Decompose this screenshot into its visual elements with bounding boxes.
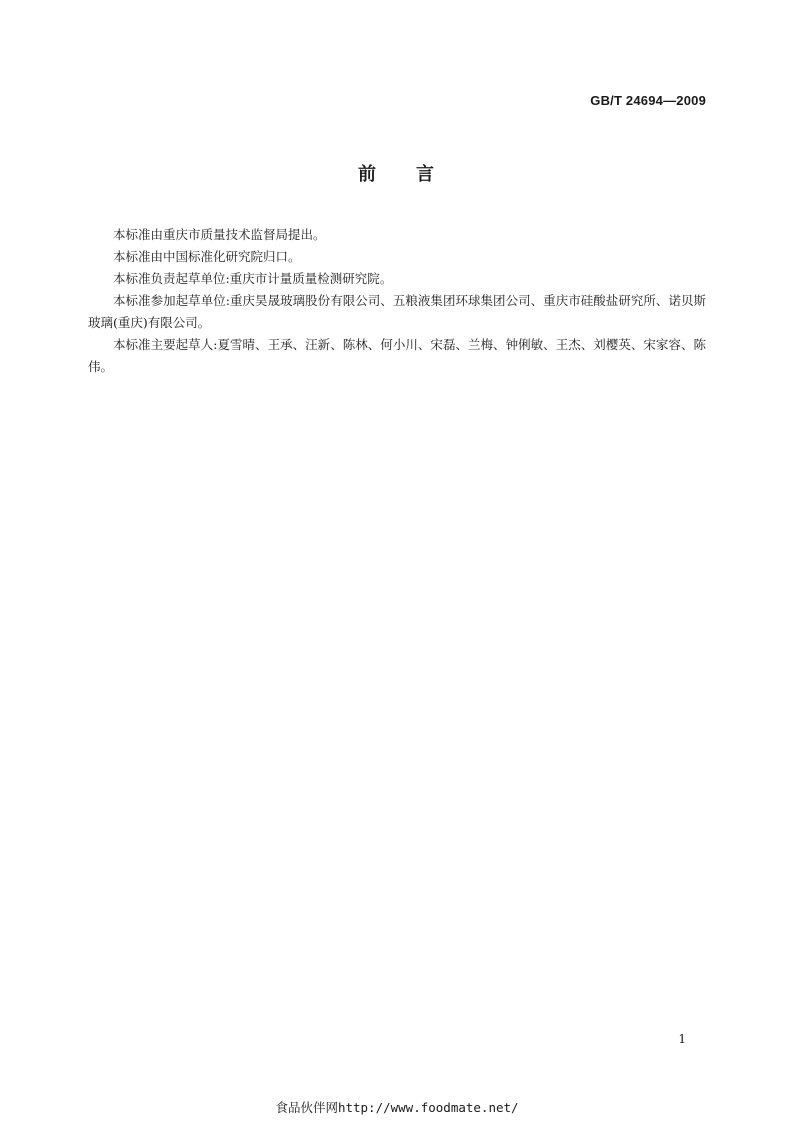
paragraph-proposer: 本标准由重庆市质量技术监督局提出。: [113, 227, 326, 242]
paragraph-main-drafters: 本标准主要起草人:夏雪晴、王承、汪新、陈林、何小川、宋磊、兰梅、钟俐敏、王杰、刘樱英、宋家容、陈伟。: [88, 337, 706, 374]
paragraph-centralized-by: 本标准由中国标准化研究院归口。: [113, 249, 301, 264]
page-number: 1: [678, 1032, 686, 1046]
preface-body: [88, 224, 706, 378]
paragraph-responsible-drafter: 本标准负责起草单位:重庆市计量质量检测研究院。: [113, 271, 393, 286]
title-char-2: 言: [416, 164, 436, 185]
title-char-1: 前: [358, 164, 378, 185]
standard-code: GB/T 24694—2009: [590, 93, 706, 108]
paragraph-participating-drafters: 本标准参加起草单位:重庆昊晟玻璃股份有限公司、五粮液集团环球集团公司、重庆市硅酸盐研究所、诺贝斯玻璃(重庆)有限公司。: [88, 293, 706, 330]
footer-watermark: 食品伙伴网http://www.foodmate.net/: [275, 1100, 519, 1115]
page-title: [0, 160, 794, 186]
